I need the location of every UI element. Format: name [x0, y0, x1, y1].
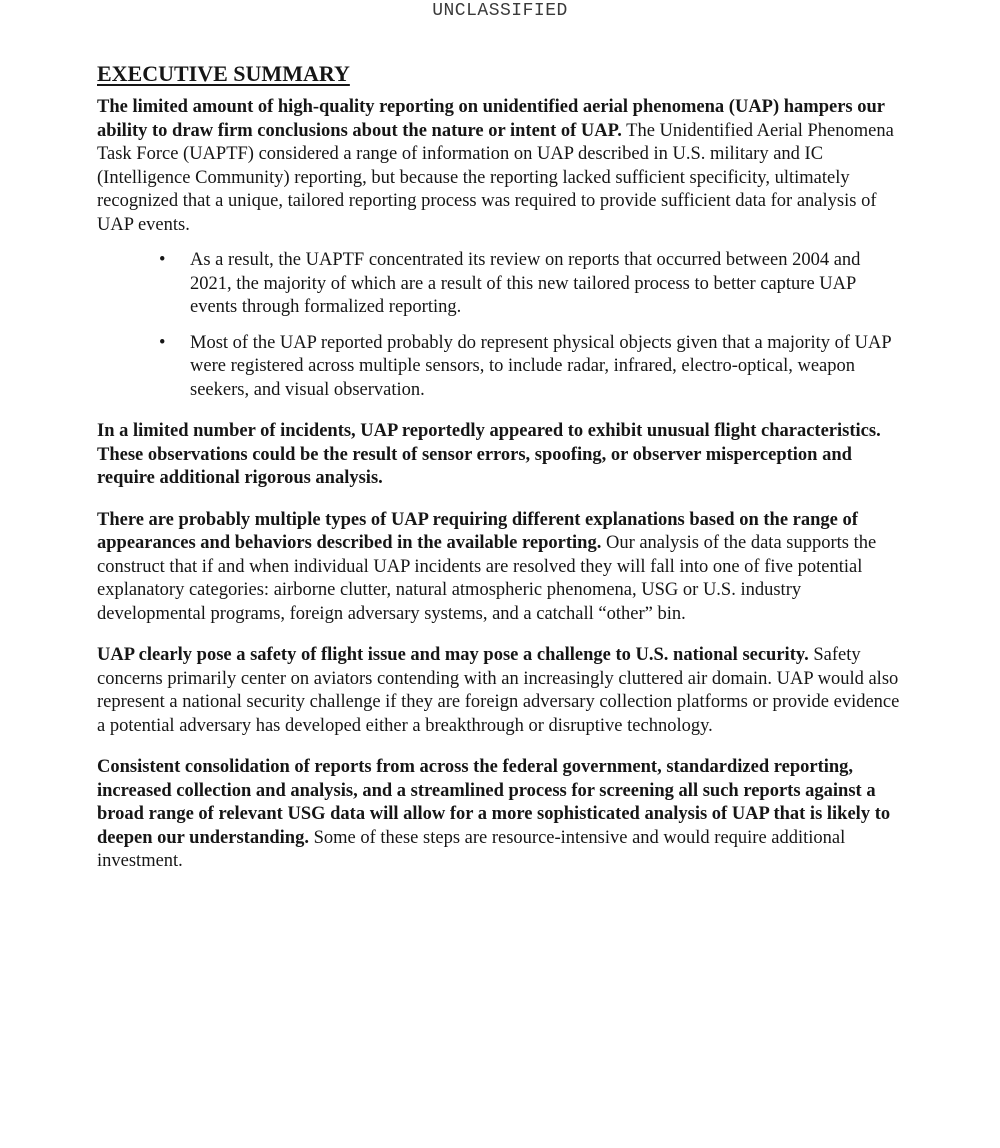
- bullet-icon: •: [159, 332, 166, 353]
- paragraph-lead: In a limited number of incidents, UAP reportedly appeared to exhibit unusual flight characteristics. These observations could be the result of sensor errors, spoofing, or observer misperception and require additional rigorous analysis.: [97, 421, 881, 488]
- paragraph-lead: The limited amount of high-quality reporting on unidentified aerial phenomena (UAP) hampers our ability to draw firm conclusions about the nature or intent of UAP.: [97, 97, 885, 141]
- paragraph-lead: UAP clearly pose a safety of flight issue and may pose a challenge to U.S. national security.: [97, 645, 809, 665]
- paragraph-text: Safety concerns primarily center on aviators contending with an increasingly cluttered air domain. UAP would also represent a national security challenge if they are foreign adversary collection platforms or provide evidence a potential adversary has developed either a breakthrough or disruptive technology.: [97, 645, 900, 736]
- paragraph-text: Some of these steps are resource-intensive and would require additional investment.: [97, 827, 846, 871]
- bullet-list: [97, 249, 902, 402]
- paragraph-lead: There are probably multiple types of UAP requiring different explanations based on the range of appearances and behaviors described in the available reporting.: [97, 509, 858, 553]
- paragraph-flight-characteristics: [97, 420, 902, 491]
- paragraph-text: Our analysis of the data supports the construct that if and when individual UAP incidents are resolved they will fall into one of five potential explanatory categories: airborne clutter, natural atmospheric phenomena, USG or U.S. industry developmental programs, foreign adversary systems, and a catchall “other” bin.: [97, 533, 877, 624]
- paragraph-safety: [97, 644, 902, 738]
- list-item-text: Most of the UAP reported probably do represent physical objects given that a majority of UAP were registered across multiple sensors, to include radar, infrared, electro-optical, weapon seekers, and visual observation.: [190, 332, 891, 400]
- paragraph-summary: [97, 96, 902, 237]
- list-item: [159, 249, 902, 320]
- list-item: [159, 332, 902, 403]
- section-heading: EXECUTIVE SUMMARY: [97, 61, 350, 86]
- classification-marking: UNCLASSIFIED: [432, 1, 568, 21]
- bullet-icon: •: [159, 250, 166, 270]
- paragraph-uap-types: [97, 509, 902, 627]
- list-item-text: As a result, the UAPTF concentrated its review on reports that occurred between 2004 and 2021, the majority of which are a result of this new tailored process to better capture UAP events through formalized reporting.: [190, 250, 861, 317]
- paragraph-consolidation: [97, 756, 902, 874]
- paragraph-text: The Unidentified Aerial Phenomena Task Force (UAPTF) considered a range of information on UAP described in U.S. military and IC (Intelligence Community) reporting, but because the reporting lacked sufficient specificity, ultimately recognized that a unique, tailored reporting process was required to provide sufficient data for analysis of UAP events.: [97, 120, 894, 235]
- document-body: [97, 60, 902, 892]
- paragraph-lead: Consistent consolidation of reports from across the federal government, standardized reporting, increased collection and analysis, and a streamlined process for screening all such reports against a broad range of relevant USG data will allow for a more sophisticated analysis of UAP that is likely to deepen our understanding.: [97, 757, 891, 848]
